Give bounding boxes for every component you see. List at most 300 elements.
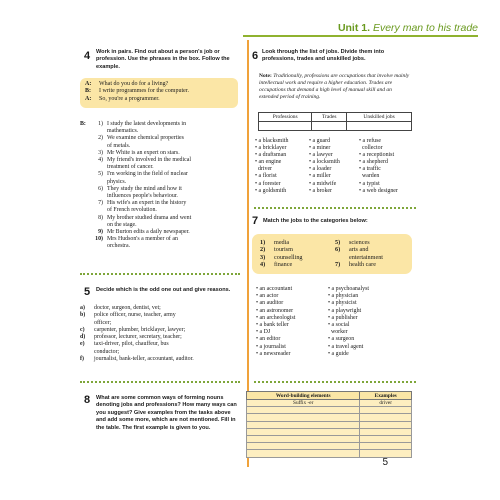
item-text: carpenter, plumber, bricklayer, lawyer; [94, 326, 186, 333]
job-item [359, 188, 419, 195]
ex7-right-column [335, 239, 383, 268]
job-item [309, 138, 359, 145]
job-text: a lawyer [312, 152, 333, 159]
ex5-jobs-right [328, 286, 408, 358]
speaker-label [80, 186, 95, 193]
list-item-line [80, 320, 242, 327]
item-label: f) [80, 356, 84, 363]
item-number: 2) [98, 135, 103, 142]
list-item-line [80, 207, 240, 214]
item-text: influences people's behaviour. [107, 193, 178, 200]
speaker-label [80, 193, 95, 200]
job-item [309, 159, 359, 166]
list-item-line [80, 150, 240, 157]
bullet-icon: • [255, 152, 259, 159]
item-text: Mr White is an expert on stars. [107, 149, 180, 156]
ex8-empty-row [247, 450, 412, 457]
dialogue-line [85, 88, 233, 95]
bullet-icon: • [255, 173, 259, 180]
item-text: police officer, nurse, teacher, army [94, 312, 176, 319]
list-item-line [80, 341, 242, 348]
item-number [95, 143, 107, 150]
bullet-icon: • [255, 187, 259, 194]
bullet-icon: • [328, 293, 332, 300]
bullet-icon: • [359, 159, 363, 166]
bullet-icon: • [255, 138, 259, 144]
dialogue-speaker: A: [85, 81, 92, 87]
ex4-list [80, 121, 240, 251]
bullet-icon: • [309, 173, 313, 180]
ex7-left-column [260, 239, 303, 268]
ex5-jobs-left [256, 286, 336, 358]
ex4-number: 4 [84, 50, 91, 62]
list-item-line [80, 236, 240, 243]
job-text: an archeologist [259, 314, 296, 321]
item-label: b) [80, 312, 86, 319]
job-item [359, 173, 419, 180]
bullet-icon: • [359, 166, 363, 173]
jobs-row [255, 181, 420, 188]
category-text: arts and [349, 246, 369, 254]
category-number: 6) [335, 246, 341, 254]
list-item-line [80, 121, 240, 128]
item-text: officer; [94, 319, 112, 326]
ex6-header-trades: Trades [312, 113, 347, 122]
item-text: of French revolution. [107, 207, 157, 214]
item-text: on the stage. [107, 221, 137, 228]
job-text: a miller [312, 173, 331, 180]
ex6-table [258, 112, 412, 131]
job-item [328, 308, 408, 315]
ex8-empty-cell[interactable] [360, 421, 412, 428]
list-item-line [80, 222, 240, 229]
category-number: 2) [260, 246, 266, 254]
bullet-icon: • [359, 180, 363, 187]
item-text: His wife's an expert in the history [107, 200, 187, 207]
category-text: health care [349, 260, 376, 268]
ex8-empty-row [247, 428, 412, 435]
job-text: a bank teller [259, 322, 289, 329]
item-text: journalist, bank-teller, accountant, auditor. [94, 356, 194, 363]
job-item [256, 315, 336, 322]
job-item [309, 173, 359, 180]
list-item-line [80, 135, 240, 142]
job-item [359, 145, 419, 152]
job-text: a miner [312, 145, 331, 152]
job-item [328, 344, 408, 351]
ex8-header-elements: Word-building elements [247, 392, 360, 400]
item-number: 6) [98, 185, 103, 192]
job-text: an auditor [259, 300, 284, 307]
job-item [256, 336, 336, 343]
item-text: Mr Burton edits a daily newspaper. [107, 229, 190, 236]
dialogue-text: I write programmes for the computer. [99, 88, 189, 95]
list-item-line [80, 128, 240, 135]
item-text: professor, lecturer, secretary, teacher; [94, 334, 182, 341]
job-item [359, 181, 419, 188]
list-item-line [80, 243, 240, 250]
item-number: 9) [98, 229, 103, 236]
job-item [328, 351, 408, 358]
job-item [256, 322, 336, 329]
job-text: a draftsman [258, 152, 287, 159]
job-item [359, 166, 419, 173]
bullet-icon: • [256, 293, 260, 300]
list-item-line [80, 200, 240, 207]
job-item [309, 145, 359, 152]
item-number: 8) [98, 214, 103, 221]
category-item [260, 239, 303, 246]
job-text: a forester [258, 180, 281, 187]
category-number [335, 254, 349, 261]
ex8-empty-cell[interactable] [247, 435, 360, 442]
item-text: doctor, surgeon, dentist, vet; [94, 305, 161, 311]
job-item [328, 315, 408, 322]
job-item [255, 138, 309, 145]
item-text: They study the mind and how it [107, 185, 182, 192]
dialogue-speaker: A: [85, 95, 92, 102]
job-text: a psychoanalyst [331, 286, 370, 292]
ex8-empty-cell[interactable] [247, 443, 360, 450]
ex8-number: 8 [84, 394, 91, 406]
job-text: a goldsmith [258, 187, 287, 194]
job-text: a bricklayer [258, 145, 287, 152]
job-item [328, 336, 408, 343]
jobs-row [255, 173, 420, 180]
bullet-icon: • [328, 286, 332, 292]
ex8-empty-cell[interactable] [360, 407, 412, 414]
item-number: 5) [98, 171, 103, 178]
item-label [80, 320, 94, 327]
bullet-icon: • [255, 145, 259, 152]
job-text: collector [361, 145, 383, 152]
item-text: orchestra. [107, 243, 131, 250]
item-number [95, 207, 107, 214]
job-text: a publisher [331, 314, 358, 321]
jobs-row [255, 188, 420, 195]
bullet-icon: • [255, 180, 259, 187]
ex4-separator [80, 273, 240, 275]
item-text: Mrs Hudson's a member of an [107, 236, 178, 243]
category-item [260, 261, 303, 268]
list-item-line [80, 349, 242, 356]
ex8-empty-cell[interactable] [360, 450, 412, 457]
bullet-icon: • [255, 159, 259, 166]
category-number: 3) [260, 253, 266, 261]
bullet-icon: • [309, 187, 313, 194]
speaker-label [80, 200, 95, 207]
job-item [309, 166, 359, 173]
bullet-icon: • [256, 329, 260, 336]
job-item [328, 286, 408, 293]
job-text: an actor [259, 293, 279, 300]
jobs-row [255, 138, 420, 145]
ex6-separator [254, 207, 416, 209]
category-item [335, 246, 383, 253]
item-text: I'm working in the field of nuclear [107, 171, 188, 178]
speaker-label [80, 229, 95, 236]
job-item [309, 188, 359, 195]
job-item [309, 181, 359, 188]
ex8-empty-cell[interactable] [247, 407, 360, 414]
job-text: a typist [362, 180, 380, 187]
bullet-icon: • [256, 300, 260, 307]
job-item [255, 181, 309, 188]
job-item [359, 152, 419, 159]
job-text: a blacksmith [258, 138, 289, 144]
item-number: 1) [98, 121, 103, 127]
speaker-label [80, 143, 95, 150]
item-text: mathematics. [107, 128, 139, 135]
item-text: conductor; [94, 348, 120, 355]
category-item [335, 261, 383, 268]
item-label: e) [80, 341, 85, 348]
ex6-instruction: Look through the list of jobs. Divide them into professions, trades and unskilled jobs. [262, 49, 385, 63]
bullet-icon: • [309, 180, 313, 187]
item-number [95, 222, 107, 229]
job-text: a refuse [362, 138, 382, 144]
job-text: an editor [259, 336, 281, 343]
ex4-dialogue-box [80, 78, 238, 108]
bullet-icon: • [328, 314, 332, 321]
job-text: a surgeon [331, 336, 355, 343]
bullet-icon: • [309, 166, 313, 173]
category-text: tourism [274, 246, 293, 254]
ex6-cell[interactable] [312, 122, 347, 131]
ex8-empty-row [247, 414, 412, 421]
bullet-icon: • [359, 152, 363, 159]
unit-title: Unit 1. Every man to his trade [337, 22, 478, 34]
item-number: 3) [98, 149, 103, 156]
category-item [260, 254, 303, 261]
bullet-icon: • [328, 322, 332, 329]
job-text: a guard [312, 138, 331, 144]
ex6-header-professions: Professions [259, 113, 312, 122]
job-item [359, 138, 419, 145]
ex8-empty-cell[interactable] [360, 414, 412, 421]
category-item [335, 254, 383, 261]
bullet-icon: • [256, 307, 260, 314]
ex6-note: Note: Traditionally, professions are occupations that involve mainly intellectual work and require a higher education. Trades are occupations that demand a high level of manual skill and an extended period of training. [259, 73, 410, 100]
bullet-icon: • [328, 300, 332, 307]
category-text: entertainment [349, 253, 384, 261]
job-item [256, 329, 336, 336]
ex8-empty-cell[interactable] [247, 421, 360, 428]
job-text: a travel agent [331, 343, 364, 350]
dialogue-text: What do you do for a living? [99, 81, 169, 87]
ex8-header-examples: Examples [360, 392, 412, 400]
category-text: media [274, 239, 290, 246]
item-text: I study the latest developments in [107, 121, 187, 127]
item-label: a) [80, 305, 85, 311]
category-number: 7) [335, 260, 341, 268]
item-text: My friend's involved in the medical [107, 157, 192, 164]
jobs-row [255, 152, 420, 159]
speaker-label [80, 157, 95, 164]
dialogue-text: So, you're a programmer. [99, 95, 160, 102]
job-text: warden [361, 173, 380, 180]
ex8-empty-row [247, 421, 412, 428]
list-item-line [80, 356, 242, 363]
item-text: We examine chemical properties [107, 135, 184, 142]
job-text: a web designer [362, 187, 398, 194]
job-item [328, 293, 408, 300]
ex8-empty-cell[interactable] [360, 428, 412, 435]
list-item-line [80, 143, 240, 150]
bullet-icon: • [256, 314, 260, 321]
job-text: a shepherd [362, 159, 388, 166]
ex8-empty-row [247, 443, 412, 450]
ex6-number: 6 [252, 50, 259, 62]
job-item [328, 322, 408, 329]
ex8-empty-cell[interactable] [360, 443, 412, 450]
job-item [255, 152, 309, 159]
job-text: a social [331, 322, 350, 329]
job-text: a newsreader [259, 350, 291, 357]
job-item [255, 159, 309, 166]
speaker-label [80, 236, 95, 243]
job-text: an astronomer [259, 307, 294, 314]
job-text: a florist [258, 173, 277, 180]
category-text: sciences [349, 239, 370, 246]
item-text: physics. [107, 178, 127, 185]
job-item [256, 300, 336, 307]
job-item [328, 300, 408, 307]
bullet-icon: • [328, 350, 332, 357]
bullet-icon: • [256, 336, 260, 343]
list-item-line [80, 171, 240, 178]
bullet-icon: • [328, 307, 332, 314]
speaker-label [80, 164, 95, 171]
job-item [309, 152, 359, 159]
job-item [328, 329, 408, 336]
bullet-icon: • [309, 152, 313, 159]
jobs-row [255, 159, 420, 166]
ex8-empty-row [247, 435, 412, 442]
item-text: treatment of cancer. [107, 164, 154, 171]
item-text: taxi-driver, pilot, chauffeur, bus [94, 341, 169, 348]
speaker-label [80, 207, 95, 214]
speaker-label [80, 128, 95, 135]
job-item [256, 351, 336, 358]
job-item [255, 188, 309, 195]
bullet-icon: • [256, 343, 260, 350]
bullet-icon: • [309, 145, 313, 152]
speaker-label [80, 135, 95, 142]
ex8-empty-cell[interactable] [247, 450, 360, 457]
list-item-line [80, 179, 240, 186]
job-text: a playwright [331, 307, 362, 314]
list-item-line [80, 186, 240, 193]
job-text: driver [257, 166, 273, 173]
bullet-icon: • [256, 350, 260, 357]
ex6-cell[interactable] [347, 122, 412, 131]
dialogue-line [85, 96, 233, 103]
speaker-label [80, 222, 95, 229]
item-number: 10) [95, 236, 103, 243]
ex7-categories-box [252, 234, 412, 274]
speaker-label: B: [80, 121, 86, 127]
list-item-line [80, 215, 240, 222]
ex8-example-word: driver [360, 400, 412, 407]
dialogue-speaker: B: [85, 88, 91, 95]
ex5-separator-right [254, 381, 416, 383]
ex8-empty-cell[interactable] [360, 435, 412, 442]
category-item [260, 246, 303, 253]
job-text: worker [330, 329, 348, 336]
category-number: 5) [335, 239, 341, 246]
job-text: a broker [312, 187, 333, 194]
job-item [255, 173, 309, 180]
ex6-header-unskilled: Unskilled jobs [347, 113, 412, 122]
job-item [256, 344, 336, 351]
bullet-icon: • [256, 286, 260, 292]
bullet-icon: • [309, 138, 313, 144]
bullet-icon: • [256, 322, 260, 329]
header-rule [243, 35, 478, 37]
job-text: a physicist [331, 300, 357, 307]
ex8-instruction: What are some common ways of forming nouns denoting jobs and professions? How many ways can you suggest? Give examples from the tasks above and add some more, which are not mentioned. Fill in the table. The first example is given to you. [96, 395, 237, 431]
speaker-label [80, 243, 95, 250]
category-item [335, 239, 383, 246]
item-number: 7) [98, 200, 103, 207]
job-text: a receptionist [362, 152, 395, 159]
ex5-list [80, 305, 242, 363]
bullet-icon: • [328, 343, 332, 350]
page-number: 5 [382, 457, 388, 468]
job-text: a DJ [259, 329, 271, 336]
ex7-instruction: Match the jobs to the categories below: [263, 218, 368, 224]
speaker-label [80, 179, 95, 186]
job-text: a physician [331, 293, 359, 300]
item-number [95, 243, 107, 250]
unit-header [243, 22, 478, 36]
ex8-empty-row [247, 407, 412, 414]
speaker-label [80, 215, 95, 222]
category-text: counselling [274, 253, 303, 261]
ex4-instruction: Work in pairs. Find out about a person's job or profession. Use the phrases in the box. Follow the example. [96, 49, 230, 70]
job-text: a guide [331, 350, 349, 357]
job-text: an accountant [259, 286, 293, 292]
jobs-row [255, 166, 420, 173]
job-text: an engine [258, 159, 282, 166]
list-item-line [80, 312, 242, 319]
item-text: My brother studied drama and went [107, 214, 192, 221]
job-item [256, 308, 336, 315]
item-label: d) [80, 334, 86, 341]
category-text: finance [274, 260, 293, 268]
bullet-icon: • [359, 187, 363, 194]
item-label [80, 349, 94, 356]
ex8-empty-cell[interactable] [247, 428, 360, 435]
ex8-table [246, 391, 412, 458]
list-item-line [80, 157, 240, 164]
item-number: 4) [98, 157, 103, 164]
speaker-label [80, 171, 95, 178]
item-label: c) [80, 326, 85, 333]
ex5-instruction: Decide which is the odd one out and give reasons. [96, 287, 231, 293]
speaker-label [80, 150, 95, 157]
ex8-empty-cell[interactable] [247, 414, 360, 421]
job-item [256, 293, 336, 300]
category-number: 4) [260, 260, 266, 268]
job-text: a locksmith [312, 159, 340, 166]
job-text: a journalist [259, 343, 286, 350]
bullet-icon: • [309, 159, 313, 166]
bullet-icon: • [359, 138, 363, 144]
ex6-cell[interactable] [259, 122, 312, 131]
bullet-icon: • [328, 336, 332, 343]
